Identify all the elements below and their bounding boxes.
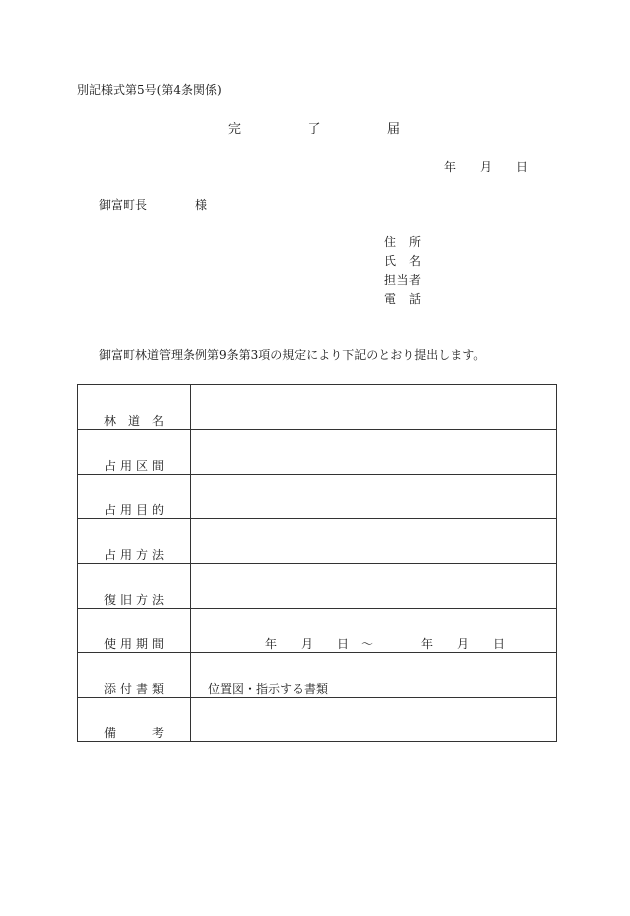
row-value-cell xyxy=(191,385,556,429)
row-value-cell xyxy=(191,609,556,652)
row-value-cell xyxy=(191,564,556,608)
usage-period-value: 年 月 日 〜 年 月 日 xyxy=(265,637,506,651)
applicant-field-phone: 電 話 xyxy=(384,292,421,306)
row-label-cell xyxy=(78,519,191,563)
document-title: 完 了 届 xyxy=(228,122,400,137)
applicant-field-contact-person: 担 当 者 xyxy=(384,273,421,287)
row-label-occupancy-purpose: 占 用 目 的 xyxy=(104,503,164,517)
row-label-usage-period: 使 用 期 間 xyxy=(104,637,164,651)
table-row xyxy=(78,608,556,652)
table-row xyxy=(78,474,556,518)
row-label-attachments: 添 付 書 類 xyxy=(104,682,164,696)
row-value-cell xyxy=(191,475,556,518)
completion-form-table xyxy=(77,384,557,742)
table-row xyxy=(78,563,556,608)
row-label-cell xyxy=(78,430,191,474)
row-label-forest-road-name: 林 道 名 xyxy=(104,414,164,428)
row-label-cell xyxy=(78,475,191,518)
applicant-field-name: 氏 名 xyxy=(384,254,421,268)
addressee-honorific: 様 xyxy=(195,198,208,212)
row-value-cell xyxy=(191,653,556,697)
row-label-cell xyxy=(78,609,191,652)
row-label-cell xyxy=(78,385,191,429)
row-label-remarks: 備 考 xyxy=(104,726,164,740)
row-value-cell xyxy=(191,698,556,741)
statement-text: 御富町林道管理条例第9条第3項の規定により下記のとおり提出します。 xyxy=(99,348,486,362)
table-row xyxy=(78,385,556,429)
addressee-name: 御富町長 xyxy=(99,198,148,212)
applicant-field-address: 住 所 xyxy=(384,235,421,249)
row-label-occupancy-method: 占 用 方 法 xyxy=(104,548,164,562)
applicant-block xyxy=(384,234,421,310)
row-label-restoration-method: 復 旧 方 法 xyxy=(104,593,164,607)
row-value-cell xyxy=(191,519,556,563)
attachments-value: 位置図・指示する書類 xyxy=(208,682,329,696)
row-label-occupancy-section: 占 用 区 間 xyxy=(104,459,164,473)
row-label-cell xyxy=(78,564,191,608)
form-number: 別記様式第5号(第4条関係) xyxy=(77,83,222,97)
table-row xyxy=(78,429,556,474)
table-row xyxy=(78,518,556,563)
row-label-cell xyxy=(78,653,191,697)
row-value-cell xyxy=(191,430,556,474)
row-label-cell xyxy=(78,698,191,741)
table-row xyxy=(78,697,556,741)
date-line: 年 月 日 xyxy=(444,160,528,174)
table-row xyxy=(78,652,556,697)
